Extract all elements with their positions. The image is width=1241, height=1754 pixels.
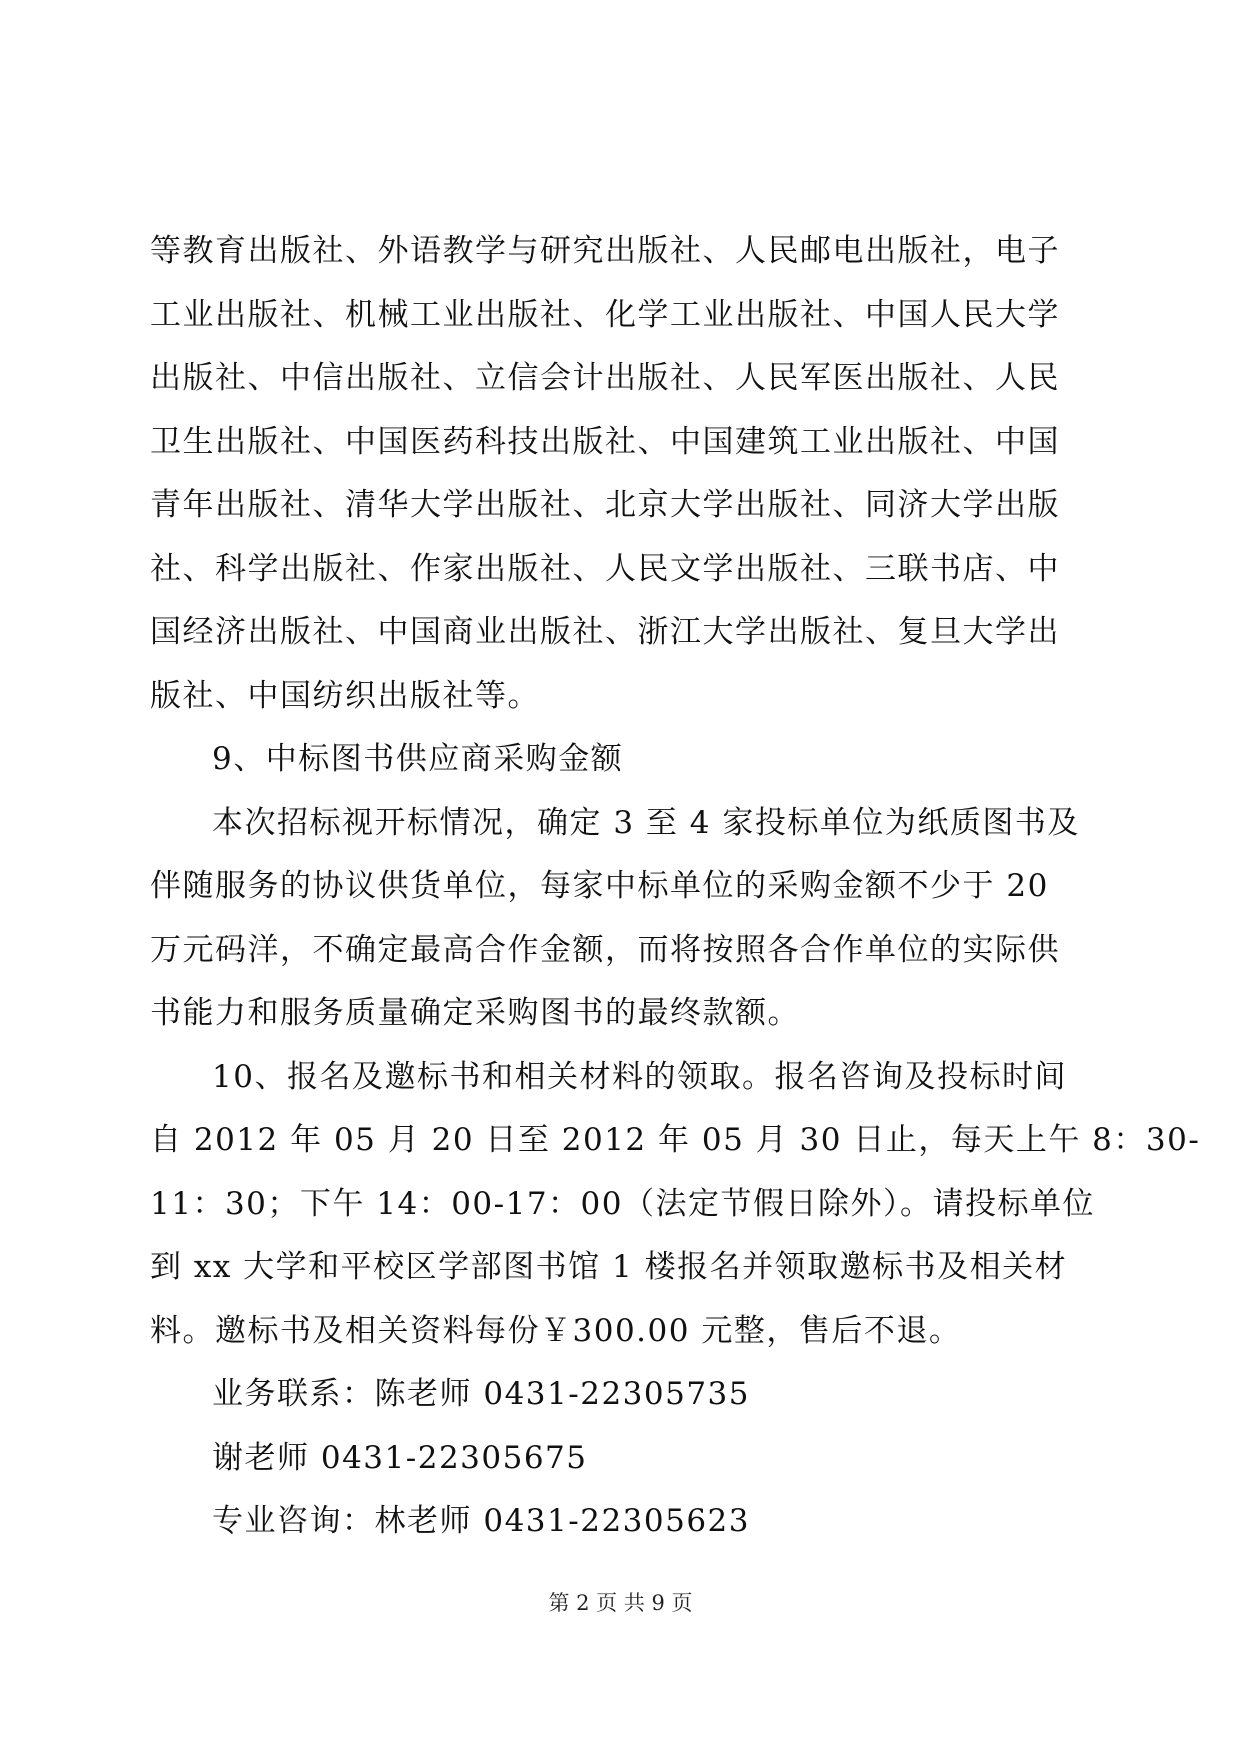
text-line: 业务联系：陈老师 0431-22305735: [212, 1376, 751, 1412]
text-line: 工业出版社、机械工业出版社、化学工业出版社、中国人民大学: [150, 296, 1060, 333]
text-line: 料。邀标书及相关资料每份￥300.00 元整，售后不退。: [150, 1312, 962, 1349]
text-line: 本次招标视开标情况，确定 3 至 4 家投标单位为纸质图书及: [212, 804, 1080, 841]
text-line: 版社、中国纺织出版社等。: [150, 677, 540, 714]
text-line: 到 xx 大学和平校区学部图书馆 1 楼报名并领取邀标书及相关材: [150, 1249, 1068, 1285]
text-line: 国经济出版社、中国商业出版社、浙江大学出版社、复旦大学出: [150, 614, 1060, 650]
text-line: 书能力和服务质量确定采购图书的最终款额。: [150, 995, 800, 1031]
text-line: 9、中标图书供应商采购金额: [212, 741, 624, 777]
text-line: 11：30；下午 14：00-17：00（法定节假日除外）。请投标单位: [150, 1185, 1096, 1222]
text-line: 伴随服务的协议供货单位，每家中标单位的采购金额不少于 20: [150, 868, 1049, 904]
text-line: 等教育出版社、外语教学与研究出版社、人民邮电出版社，电子: [150, 233, 1060, 269]
text-line: 青年出版社、清华大学出版社、北京大学出版社、同济大学出版: [150, 487, 1060, 523]
document-body: [150, 220, 1201, 1554]
page-footer: 第 2 页 共 9 页: [548, 1591, 693, 1615]
text-line: 专业咨询：林老师 0431-22305623: [212, 1503, 751, 1539]
text-line: 谢老师 0431-22305675: [212, 1439, 588, 1476]
text-line: 10、报名及邀标书和相关材料的领取。报名咨询及投标时间: [212, 1058, 1067, 1095]
text-line: 社、科学出版社、作家出版社、人民文学出版社、三联书店、中: [150, 550, 1060, 587]
text-line: 卫生出版社、中国医药科技出版社、中国建筑工业出版社、中国: [150, 423, 1060, 460]
text-line: 万元码洋，不确定最高合作金额，而将按照各合作单位的实际供: [150, 931, 1060, 968]
text-line: 出版社、中信出版社、立信会计出版社、人民军医出版社、人民: [150, 360, 1060, 396]
text-line: 自 2012 年 05 月 20 日至 2012 年 05 月 30 日止，每天上午 8：30-: [150, 1122, 1201, 1158]
